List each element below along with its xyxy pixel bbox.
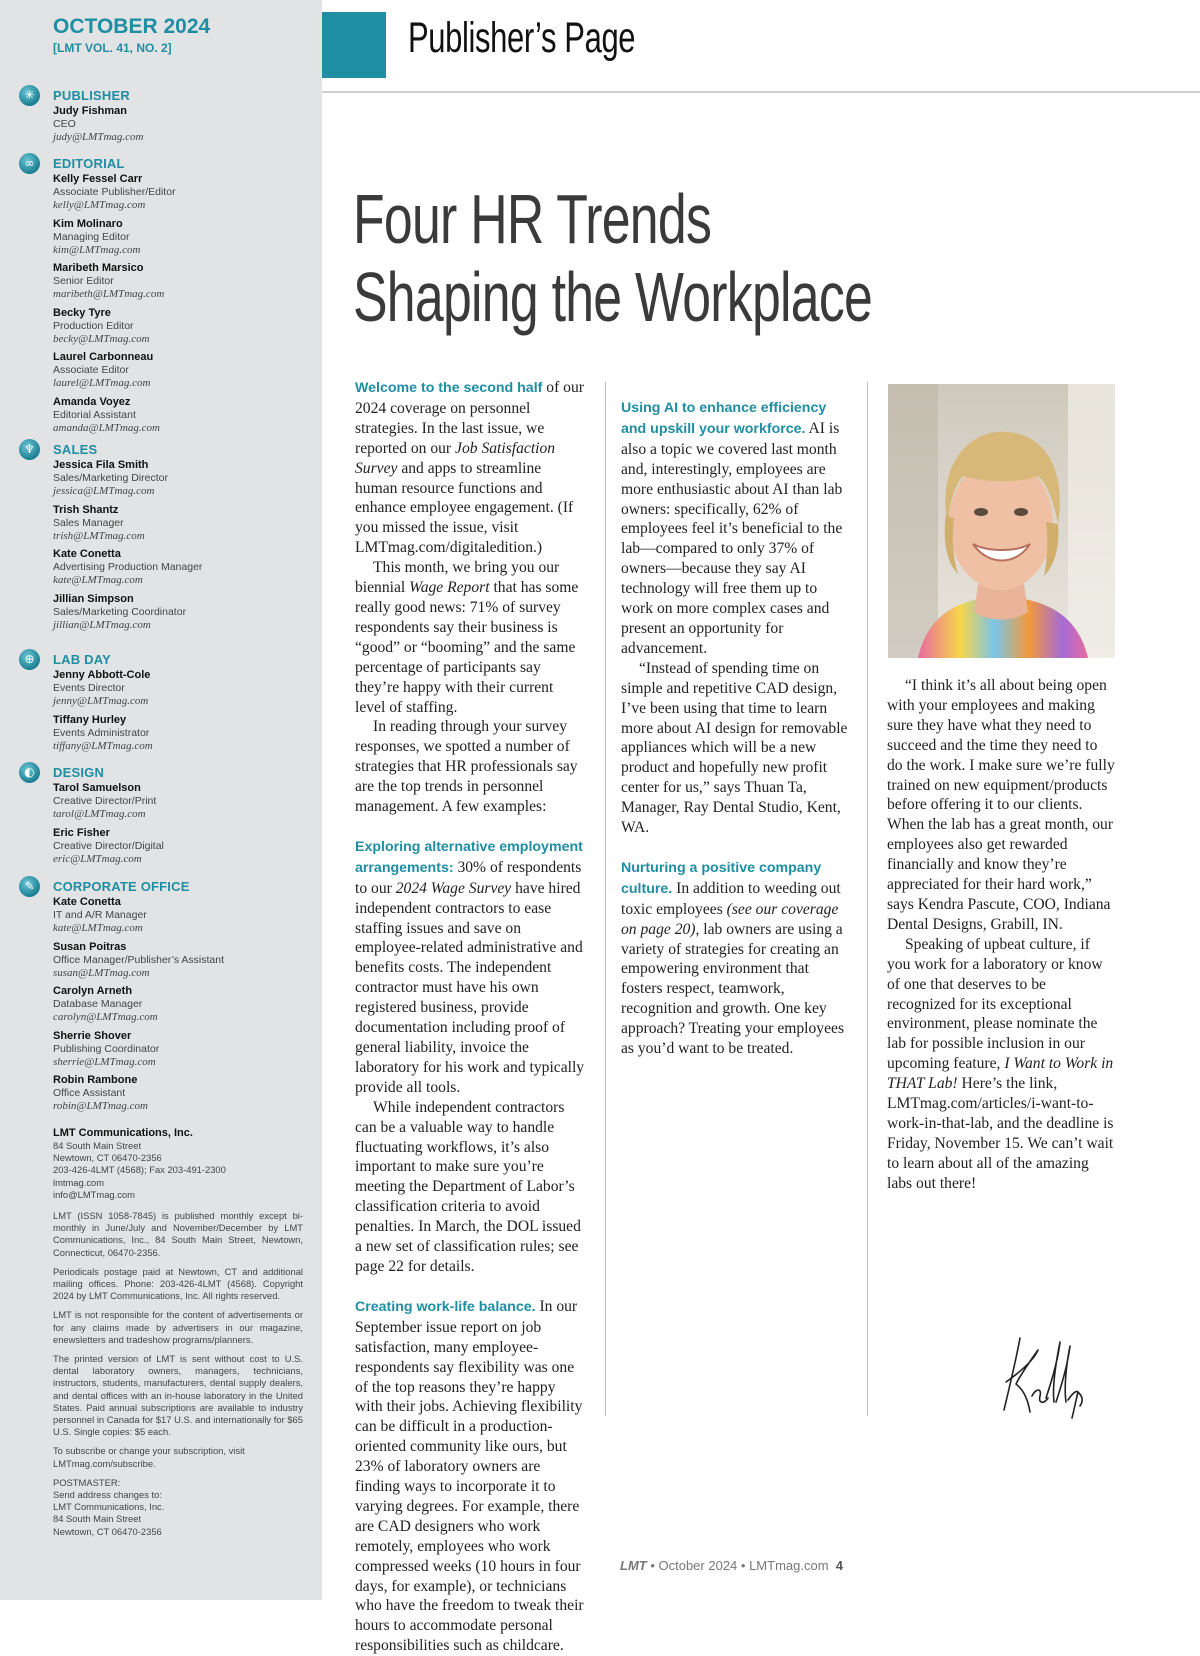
text-run: , lab owners are using a variety of strategies for creating an empowering environment that fosters respect, teamwork, recognition and growth. One key approach? Treating your employees as you’d want to be treated.: [621, 920, 845, 1058]
staff-name: Carolyn Arneth: [53, 985, 133, 997]
fine-print-paragraph: Periodicals postage paid at Newtown, CT and additional mailing offices. Phone: 203-426-4LMT (4568). Copyright 2024 by LMT Communications, Inc. All rights reserved.: [53, 1265, 303, 1302]
postmaster-line: Newtown, CT 06470-2356: [53, 1525, 162, 1537]
issue-date: OCTOBER 2024: [53, 15, 211, 38]
staff-email: sherrie@LMTmag.com: [53, 1055, 156, 1068]
subhead-lead-in: Using AI to enhance efficiency and upskill your workforce.: [621, 400, 827, 437]
staff-role: CEO: [53, 118, 76, 130]
swirl-icon: ◐: [19, 762, 40, 783]
article-column-2: [621, 378, 853, 1059]
staff-email: susan@LMTmag.com: [53, 966, 150, 979]
staff-entry: [53, 548, 318, 593]
address-line: 84 South Main Street: [53, 1140, 142, 1151]
staff-email: jessica@LMTmag.com: [53, 485, 155, 497]
body-paragraph: “I think it’s all about being open with your employees and making sure they have what they need to succeed and the time they need to do the work. I make sure we’re fully trained on new equipment/products before offering it to our clients. When the lab has a great month, our employees also get rewarded financially and know they’re appreciated for their hard work,” says Kendra Pascute, COO, Indiana Dental Designs, Grabill, IN.: [887, 677, 1115, 933]
text-run: Here’s the link, LMTmag.com/articles/i-want-to-work-in-that-lab, and the deadline is Friday, November 15. We can’t wait to learn about all of the amazing labs out there!: [887, 1075, 1114, 1192]
fine-print: [53, 1210, 303, 1538]
text-run-italic: 2024 Wage Survey: [395, 879, 512, 897]
staff-email: judy@LMTmag.com: [53, 131, 144, 143]
body-paragraph: In reading through your survey responses, we spotted a number of strategies that HR professionals say are the top trends in personnel management. A few examples:: [355, 718, 578, 816]
text-run: In our September issue report on job satisfaction, many employee-respondents say flexibility was one of the top reasons they’re happy with their jobs. Achieving flexibility can be difficult in a production-oriented community like ours, but 23% of laboratory owners are finding ways to incorporate it to varying degrees. For example, there are CAD designers who work remotely, employees who work compressed weeks (10 hours in four days, for example), or technicians who have the freedom to tweak their hours to accommodate personal responsibilities such as childcare.: [355, 1297, 584, 1655]
section-title: PUBLISHER: [53, 88, 130, 103]
staff-email: kelly@LMTmag.com: [53, 199, 146, 211]
staff-role: Associate Editor: [53, 364, 129, 376]
postmaster-line: 84 South Main Street: [53, 1513, 142, 1525]
staff-email: maribeth@LMTmag.com: [53, 288, 165, 300]
text-run: AI is also a topic we covered last month and, interestingly, employees are more enthusiastic about AI than lab owners: specifically, 62% of employees feel it’s beneficial to the lab—compared to only 37% of owners—because they say AI technology will free them up to work on more complex cases and present an opportunity for advancement.: [621, 419, 843, 657]
footer-brand: LMT: [620, 1558, 647, 1573]
body-paragraph: [355, 837, 587, 1098]
staff-name: Becky Tyre: [53, 306, 111, 319]
body-paragraph: [355, 558, 587, 717]
text-run: In addition to weeding out toxic employees: [621, 879, 841, 918]
staff-role: Senior Editor: [53, 275, 114, 287]
staff-entry: [53, 396, 318, 441]
staff-email: kate@LMTmag.com: [53, 574, 143, 586]
staff-entry: [53, 827, 318, 872]
page-footer: [620, 1558, 843, 1573]
text-run: 30% of respondents to our: [355, 858, 582, 897]
staff-role: Sales/Marketing Coordinator: [53, 605, 187, 618]
staff-email: eric@LMTmag.com: [53, 852, 142, 865]
staff-email: robin@LMTmag.com: [53, 1100, 148, 1112]
subhead-lead-in: Nurturing a positive company culture.: [621, 859, 822, 897]
staff-role: Events Administrator: [53, 726, 150, 739]
chain-link-icon: ∞: [19, 153, 40, 174]
staff-name: Judy Fishman: [53, 105, 127, 117]
staff-role: Office Assistant: [53, 1087, 126, 1099]
subhead-lead-in: Exploring alternative employment arrangements:: [355, 838, 583, 876]
staff-role: Managing Editor: [53, 230, 130, 243]
staff-email: laurel@LMTmag.com: [53, 377, 151, 389]
staff-email: tiffany@LMTmag.com: [53, 739, 153, 752]
staff-name: Robin Rambone: [53, 1074, 138, 1086]
body-paragraph: While independent contractors can be a valuable way to handle fluctuating workflows, it’s also important to make sure you’re meeting the Department of Labor’s classification criteria to avoid penalties. In March, the DOL issued a new set of classification rules; see page 22 for details.: [355, 1098, 581, 1275]
staff-entry: [53, 985, 318, 1030]
body-paragraph: [621, 398, 853, 659]
staff-entry: [53, 714, 318, 759]
staff-name: Tarol Samuelson: [53, 782, 141, 794]
fine-print-paragraph: LMT is not responsible for the content of advertisements or for any claims made by advertisers in our magazine, enewsletters and tradeshow programs/planners.: [53, 1309, 303, 1345]
staff-entry: [53, 896, 318, 941]
staff-name: Kate Conetta: [53, 548, 121, 560]
staff-name: Jenny Abbott-Cole: [53, 669, 151, 681]
website-link[interactable]: lmtmag.com: [53, 1176, 105, 1188]
text-run: This month, we bring you our biennial: [355, 559, 560, 597]
staff-email: kim@LMTmag.com: [53, 243, 141, 256]
staff-entry: [53, 941, 318, 986]
text-run-italic: Job Satisfaction Survey: [355, 439, 556, 477]
body-paragraph: [355, 1297, 587, 1656]
staff-name: Laurel Carbonneau: [53, 351, 154, 363]
text-run: have hired independent contractors to ease staffing issues and save on employee-related administrative and benefits costs. The independent contractor must have his own registered business, provide documentation including proof of general liability, invoice the laboratory for his work and typically provide all tools.: [355, 879, 585, 1096]
staff-entry: [53, 351, 318, 396]
staff-name: Susan Poitras: [53, 940, 127, 953]
text-run-italic: (see our coverage on page 20): [621, 900, 839, 938]
text-run-italic: Wage Report: [409, 579, 490, 597]
column-divider: [867, 382, 868, 1416]
page-number: 4: [835, 1558, 843, 1573]
staff-entry: [53, 105, 318, 150]
staff-entry: [53, 218, 318, 263]
staff-name: Amanda Voyez: [53, 395, 131, 408]
staff-role: Office Manager/Publisher’s Assistant: [53, 953, 225, 966]
text-run: of our 2024 coverage on personnel strategies. In the last issue, we reported on our: [355, 379, 584, 457]
staff-name: Jessica Fila Smith: [53, 459, 149, 471]
staff-role: Events Director: [53, 682, 125, 694]
staff-email: jillian@LMTmag.com: [53, 618, 151, 631]
postmaster-block: [53, 1477, 303, 1538]
text-run: Speaking of upbeat culture, if you work for a laboratory or know of one that deserves to be recognized for its exceptional environment, please nominate the lab for possible inclusion in our upcoming feature,: [887, 935, 1103, 1073]
staff-entry: [53, 593, 318, 638]
handwritten-signature: [998, 1330, 1098, 1420]
fine-print-paragraph: To subscribe or change your subscription, visit LMTmag.com/subscribe.: [53, 1445, 245, 1469]
staff-entry: [53, 262, 318, 307]
staff-entry: [53, 669, 318, 714]
company-name: LMT Communications, Inc.: [53, 1127, 193, 1139]
staff-name: Trish Shantz: [53, 503, 119, 516]
article-column-3: [887, 676, 1115, 1194]
phone-line: 203-426-4LMT (4568); Fax 203-491-2300: [53, 1164, 226, 1176]
page-section-title: Publisher’s Page: [408, 14, 636, 62]
staff-role: Creative Director/Print: [53, 795, 157, 807]
staff-name: Kate Conetta: [53, 896, 121, 908]
fine-print-paragraph: LMT (ISSN 1058-7845) is published monthly except bi-monthly in June/July and November/December by LMT Communications, Inc., 84 South Main Street, Newtown, Connecticut, 06470-2356.: [53, 1210, 303, 1258]
pen-icon: ✎: [19, 876, 40, 897]
staff-role: Sales Manager: [53, 516, 124, 529]
text-run: that has some really good news: 71% of survey respondents say their business is “good” or “booming” and the same percentage of participants say they’re happy with their current level of staffing.: [355, 579, 579, 716]
staff-email: carolyn@LMTmag.com: [53, 1011, 158, 1023]
staff-role: Sales/Marketing Director: [53, 472, 168, 484]
staff-email: amanda@LMTmag.com: [53, 421, 160, 434]
staff-role: Advertising Production Manager: [53, 561, 203, 573]
staff-entry: [53, 173, 318, 218]
header-divider: [322, 91, 1200, 93]
staff-name: Kim Molinaro: [53, 217, 123, 230]
staff-entry: [53, 459, 318, 504]
footer-separator: •: [737, 1558, 750, 1573]
publisher-portrait-photo: [888, 384, 1115, 658]
staff-entry: [53, 1030, 318, 1075]
header-accent-block: [322, 12, 386, 78]
headline-line: Four HR Trends: [353, 180, 712, 258]
staff-name: Maribeth Marsico: [53, 262, 144, 274]
body-paragraph: [355, 378, 587, 558]
staff-role: Creative Director/Digital: [53, 839, 164, 852]
staff-entry: [53, 307, 318, 352]
text-run: and apps to streamline human resource functions and enhance employee engagement. (If you missed the issue, visit LMTmag.com/digitaledition.): [355, 459, 574, 557]
staff-email: kate@LMTmag.com: [53, 922, 143, 934]
staff-email: tarol@LMTmag.com: [53, 808, 146, 820]
starburst-icon: ✳: [19, 85, 40, 106]
staff-name: Eric Fisher: [53, 826, 110, 839]
body-paragraph: [621, 858, 853, 1059]
staff-entry: [53, 504, 318, 549]
article-headline: [353, 180, 872, 336]
article-column-1: [355, 378, 587, 1656]
email-link[interactable]: info@LMTmag.com: [53, 1188, 135, 1200]
staff-name: Tiffany Hurley: [53, 713, 127, 726]
staff-role: Production Editor: [53, 319, 134, 332]
company-info: [53, 1127, 308, 1201]
staff-role: Associate Publisher/Editor: [53, 186, 176, 198]
postmaster-line: LMT Communications, Inc.: [53, 1501, 165, 1513]
body-paragraph: [887, 935, 1115, 1194]
column-divider: [605, 382, 606, 1416]
text-run-italic: I Want to Work in THAT Lab!: [887, 1055, 1114, 1093]
subhead-lead-in: Creating work-life balance.: [355, 1298, 536, 1315]
staff-name: Sherrie Shover: [53, 1029, 132, 1042]
tooth-icon: ♆: [19, 439, 40, 460]
footer-separator: •: [646, 1558, 659, 1573]
body-paragraph: “Instead of spending time on simple and repetitive CAD design, I’ve been using that time to learn more about AI design for removable appliances which will be a new product and hopefully new profit center for us,” says Thuan Ta, Manager, Ray Dental Studio, Kent, WA.: [621, 659, 848, 837]
footer-issue: October 2024: [658, 1558, 738, 1573]
staff-email: becky@LMTmag.com: [53, 332, 150, 345]
postmaster-line: Send address changes to:: [53, 1489, 162, 1501]
staff-email: trish@LMTmag.com: [53, 529, 145, 542]
issue-volume: [LMT VOL. 41, NO. 2]: [53, 41, 172, 55]
section-title: LAB DAY: [53, 652, 111, 667]
staff-role: Publishing Coordinator: [53, 1042, 160, 1055]
section-title: EDITORIAL: [53, 156, 125, 171]
fine-print-paragraph: The printed version of LMT is sent without cost to U.S. dental laboratory owners, managers, technicians, instructors, students, manufacturers, dental supply dealers, and dental offices with an in-house laboratory in the United States. Paid annual subscriptions are available to industry personnel in Canada for $17 U.S. and internationally for $65 U.S. Single copies: $5 each.: [53, 1353, 303, 1438]
section-title: SALES: [53, 442, 98, 457]
section-title: CORPORATE OFFICE: [53, 879, 190, 894]
staff-entry: [53, 782, 318, 827]
postmaster-line: POSTMASTER:: [53, 1476, 121, 1488]
globe-icon: ⊕: [19, 649, 40, 670]
staff-role: IT and A/R Manager: [53, 909, 147, 921]
section-title: DESIGN: [53, 765, 105, 780]
footer-website[interactable]: LMTmag.com: [749, 1558, 829, 1573]
staff-role: Database Manager: [53, 998, 143, 1010]
address-line: Newtown, CT 06470-2356: [53, 1152, 162, 1164]
masthead-sidebar: [0, 0, 322, 1600]
lead-in: Welcome to the second half: [355, 380, 543, 396]
staff-name: Jillian Simpson: [53, 592, 134, 605]
staff-name: Kelly Fessel Carr: [53, 173, 143, 185]
headline-line: Shaping the Workplace: [353, 258, 873, 336]
staff-email: jenny@LMTmag.com: [53, 695, 149, 707]
staff-role: Editorial Assistant: [53, 408, 136, 421]
staff-entry: [53, 1074, 318, 1119]
